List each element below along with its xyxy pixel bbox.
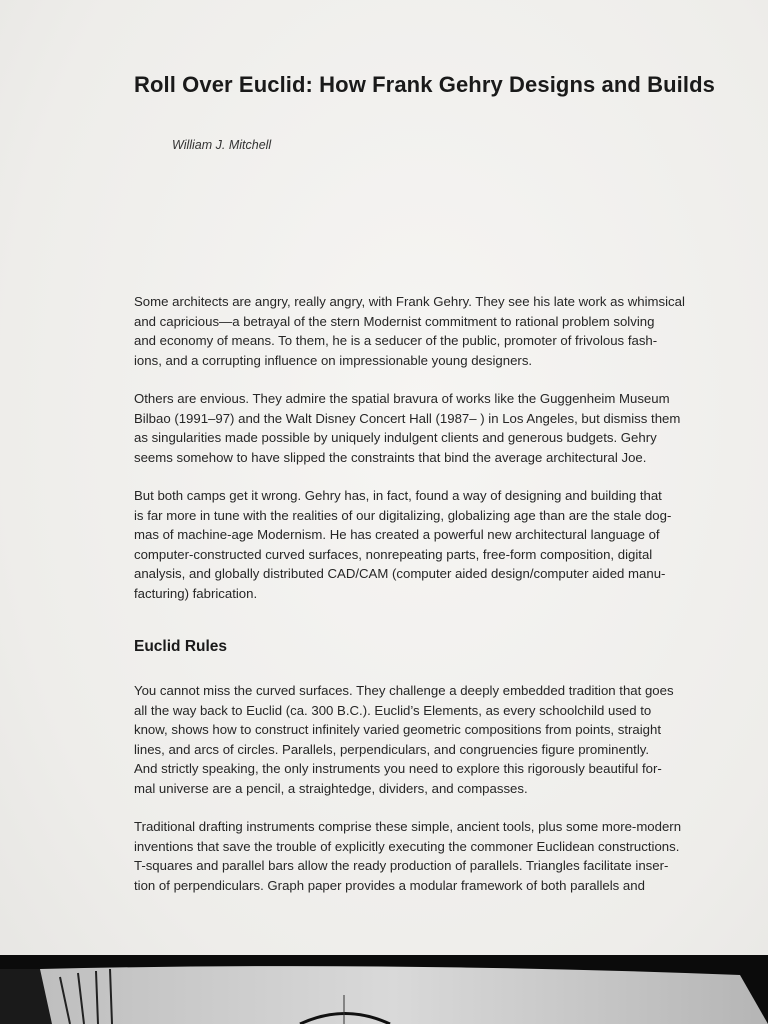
bottom-photo-strip (0, 955, 768, 1024)
text-line: T-squares and parallel bars allow the ready production of parallels. Triangles facilitate inser- (134, 858, 669, 873)
text-line: facturing) fabrication. (134, 585, 258, 601)
paragraph-4 (134, 681, 719, 798)
text-line: computer-constructed curved surfaces, nonrepeating parts, free-form composition, digital (134, 546, 653, 562)
text-line: And strictly speaking, the only instruments you need to explore this rigorously beautiful for- (134, 761, 662, 776)
text-line: But both camps get it wrong. Gehry has, in fact, found a way of designing and building that (134, 488, 662, 503)
text-line: analysis, and globally distributed CAD/CAM (computer aided design/computer aided manu- (134, 566, 666, 581)
paragraph-2 (134, 389, 719, 467)
text-line: lines, and arcs of circles. Parallels, perpendiculars, and congruencies figure prominently. (134, 741, 650, 757)
paragraph-3 (134, 486, 719, 603)
text-line: mas of machine-age Modernism. He has created a powerful new architectural language of (134, 527, 660, 542)
text-line: and capricious—a betrayal of the stern Modernist commitment to rational problem solving (134, 313, 655, 329)
author-name: William J. Mitchell (172, 138, 272, 152)
paragraph-5 (134, 817, 719, 895)
section-heading: Euclid Rules (134, 638, 228, 655)
text-line: Others are envious. They admire the spatial bravura of works like the Guggenheim Museum (134, 391, 670, 406)
text-line: as singularities made possible by uniquely indulgent clients and generous budgets. Gehry (134, 430, 657, 445)
building-photo-image (0, 955, 768, 1024)
text-line: Traditional drafting instruments comprise these simple, ancient tools, plus some more-modern (134, 819, 682, 834)
text-line: tion of perpendiculars. Graph paper provides a modular framework of both parallels and (134, 877, 645, 893)
text-line: Some architects are angry, really angry, with Frank Gehry. They see his late work as whimsical (134, 294, 685, 309)
page-title: Roll Over Euclid: How Frank Gehry Designs and Builds (134, 72, 715, 97)
text-line: mal universe are a pencil, a straightedge, dividers, and compasses. (134, 780, 528, 796)
text-line: seems somehow to have slipped the constraints that bind the average architectural Joe. (134, 449, 647, 465)
text-line: You cannot miss the curved surfaces. They challenge a deeply embedded tradition that goes (134, 683, 674, 698)
text-line: and economy of means. To them, he is a seducer of the public, promoter of frivolous fash- (134, 333, 658, 348)
text-line: know, shows how to construct infinitely varied geometric compositions from points, straight (134, 722, 661, 737)
text-line: all the way back to Euclid (ca. 300 B.C.). Euclid’s Elements, as every schoolchild used to (134, 702, 652, 718)
paragraph-1 (134, 292, 719, 370)
text-line: ions, and a corrupting influence on impressionable young designers. (134, 352, 533, 368)
text-line: inventions that save the trouble of explicitly executing the commoner Euclidean constructions. (134, 838, 680, 854)
text-line: is far more in tune with the realities of our digitalizing, globalizing age than are the stale dog- (134, 507, 672, 523)
text-line: Bilbao (1991–97) and the Walt Disney Concert Hall (1987– ) in Los Angeles, but dismiss them (134, 410, 681, 426)
